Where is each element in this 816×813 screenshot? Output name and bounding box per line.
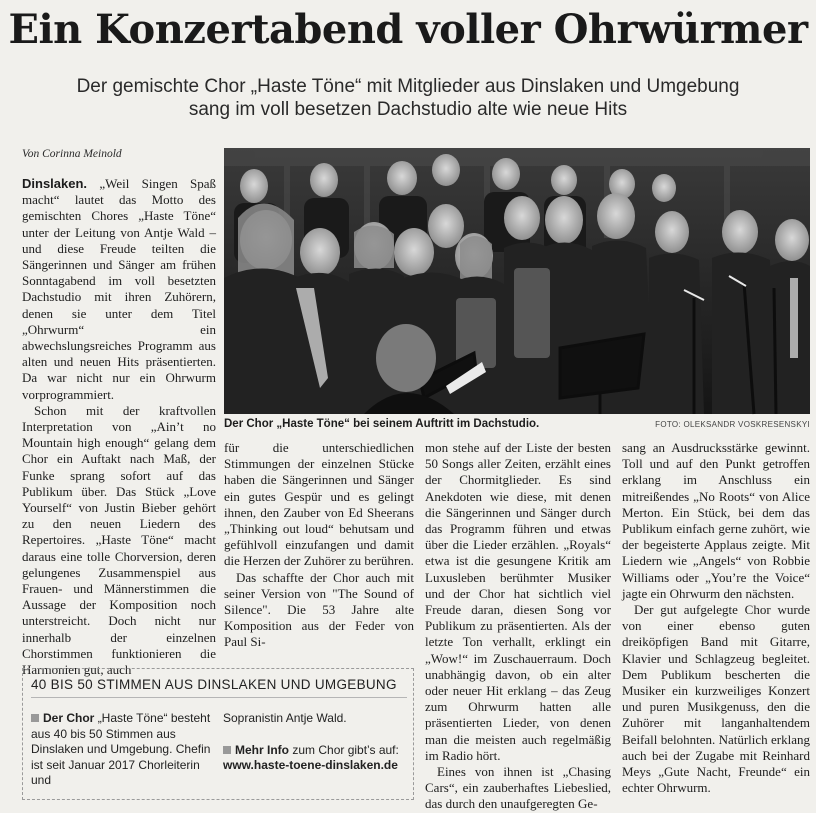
subhead-line-1: Der gemischte Chor „Haste Töne“ mit Mitglieder aus Dinslaken und Umgebung (76, 76, 740, 97)
article-column-2 (224, 440, 414, 654)
website-link[interactable]: www.haste-toene-dinslaken.de (223, 758, 398, 772)
byline: Von Corinna Meinold (22, 148, 122, 160)
choir-photo-image (224, 148, 810, 414)
photo-caption-bar (224, 418, 810, 434)
photo-caption: Der Chor „Haste Töne“ bei seinem Auftritt im Dachstudio. (224, 418, 540, 430)
article-column-1 (22, 176, 217, 678)
article-paragraph-3: für die unterschiedlichen Stimmungen der einzelnen Stücke haben die Sängerinnen und Sänger ein gutes Gespür und es gelingt ihnen, den Zauber von Ed Sheerans „Thinking out loud“ behutsam und gefühlvoll einzufangen und damit die Herzen der Zuhörer zu berühren. (224, 440, 414, 569)
subhead-line-2: sang im voll besetzen Dachstudio alte wie neue Hits (188, 99, 628, 120)
article-column-4 (622, 440, 810, 800)
square-bullet-icon (223, 746, 231, 754)
article-paragraph-4: Das schaffte der Chor auch mit seiner Version von "The Sound of Silence". Die 53 Jahre alte Komposition aus der Feder von Paul Si- (224, 569, 414, 650)
square-bullet-icon (31, 714, 39, 722)
info-box-column-1 (31, 711, 211, 789)
info-box-text-1: „Haste Töne“ besteht aus 40 bis 50 Stimmen aus Dinslaken und Umgebung. Chefin ist seit Januar 2017 Chorleiterin und (31, 711, 211, 787)
info-box-column-2 (223, 711, 407, 774)
subheadline (0, 75, 816, 121)
info-box-heading: 40 BIS 50 STIMMEN AUS DINSLAKEN UND UMGEBUNG (31, 677, 407, 698)
article-paragraph-5: mon stehe auf der Liste der besten 50 Songs aller Zeiten, erzählt eines der Chormitglieder. Es sind Anekdoten wie diese, mit denen die Sängerinnen und Sänger durch das Programm führen und etwas über die Lieder erzählen. „Royals“ etwa ist die gesungene Kritik am Luxusleben berühmter Musiker und der Chor hat sichtlich viel Freude daran, diesen Song vor Publikum zu präsentierten. Als der letzte Ton verhallt, erklingt ein „Wow!“ im Zuschauerraum. Doch unabhängig davon, ob ein alter oder neuer Hit erklang – das Zeug zum Ohrwurm hatten alle präsentierten Lieder, von denen man die meisten auch regelmäßig im Radio hört. (425, 440, 611, 763)
info-box-lead: Der Chor (43, 711, 95, 725)
info-box (22, 668, 414, 800)
article-paragraph-8: Der gut aufgelegte Chor wurde von einer ebenso guten dreiköpfigen Band mit Gitarre, Klavier und Schlagzeug begleitet. Dem Publikum bescherten die Musiker ein kurzweiliges Konzert und puren Musikgenuss, den die Zuhörer mit langanhaltendem Beifall belohnten. Natürlich erklang auch bei der Zugabe mit Reinhard Meys „Gute Nacht, Freunde“ ein echter Ohrwurm. (622, 602, 810, 796)
dateline: Dinslaken. (22, 176, 88, 191)
choir-photo (224, 148, 810, 414)
more-info-lead: Mehr Info (235, 742, 289, 757)
article-paragraph-7: sang an Ausdrucksstärke gewinnt. Toll und auf den Punkt getroffen erklang im Anschluss ein mitreißendes „No Roots“ von Alice Merton. Ein Stück, bei dem das Publikum einfach gerne zuhört, wie der begeisterte Applaus zeigte. Mit Liedern wie „Angels“ von Robbie Williams oder „You’re the Voice“ jagte ein Ohrwurm den nächsten. (622, 440, 810, 601)
article-paragraph-1: Dinslaken. „Weil Singen Spaß macht“ lautet das Motto des gemischten Chores „Haste Töne“ unter der Leitung von Antje Wald – und diese Freude teilten die Sängerinnen und Sänger am frühen Sonntagabend im voll besetzten Dachstudio mit ihren Zuhörern, denen sie unter dem Titel „Ohrwurm“ ein abwechslungsreiches Programm aus alten und neuen Hits präsentierten. Da war nicht nur ein Ohrwurm vorprogrammiert. (22, 176, 217, 402)
article-paragraph-6: Eines von ihnen ist „Chasing Cars“, ein zauberhaftes Liebeslied, das durch den unaufgeregten Ge- (425, 764, 611, 812)
article-column-3 (425, 440, 611, 812)
article-paragraph-2: Schon mit der kraftvollen Interpretation von „Ain’t no Mountain high enough“ gelang dem Chor ein Auftakt nach Maß, der Funke sprang sofort auf das Publikum über. Das Stück „Love Yourself“ von Justin Bieber gehört zu den neuen Liedern des Repertoires. „Haste Töne“ macht daraus eine tolle Chorversion, deren gelungenes Zusammenspiel aus Frauen- und Männerstimmen die Aussage der Komposition noch unterstreicht. Doch nicht nur innerhalb der einzelnen Chorstimmen funktionieren die Harmonien gut, auch (22, 402, 216, 678)
photo-credit: FOTO: OLEKSANDR VOSKRESENSKYI (655, 420, 810, 429)
info-box-text-2: Sopranistin Antje Wald. (223, 711, 347, 725)
headline: Ein Konzertabend voller Ohrwürmer (8, 6, 808, 53)
more-info-text: zum Chor gibt’s auf: (292, 742, 399, 757)
